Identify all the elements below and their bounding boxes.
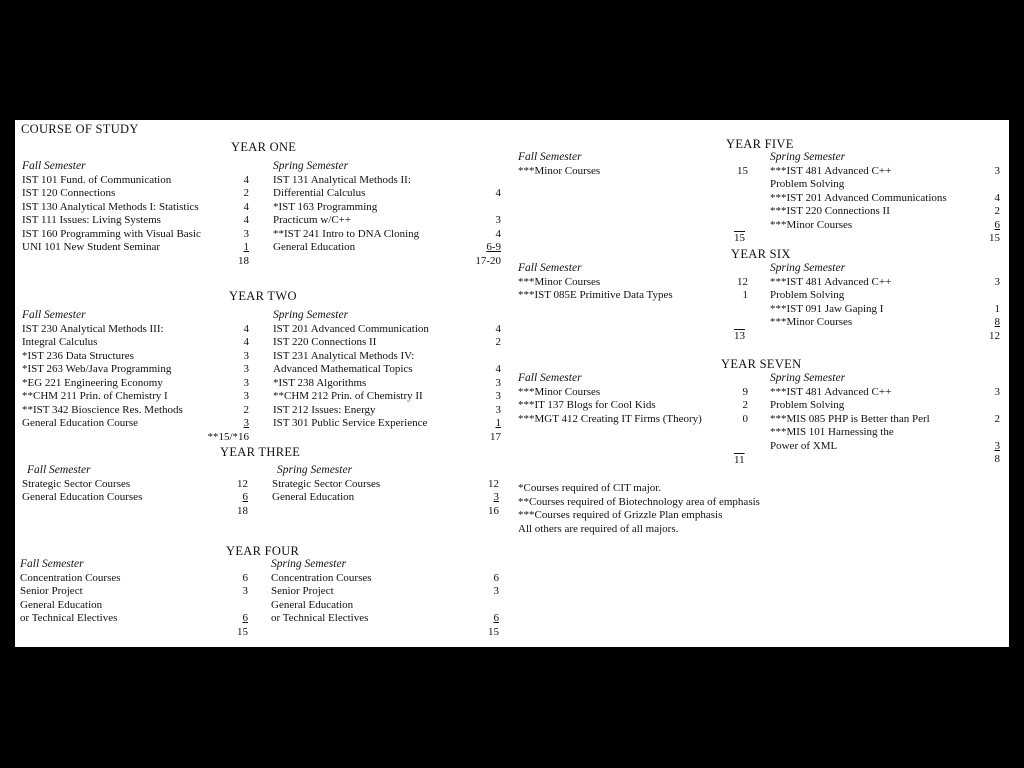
year-three-spring <box>272 464 499 518</box>
footnote: **Courses required of Biotechnology area of emphasis <box>518 495 760 508</box>
course-row: Differential Calculus ..... 4 <box>273 187 501 201</box>
course-row: IST 101 Fund. of Communication ..... 4 <box>22 174 249 188</box>
course-row: IST 231 Analytical Methods IV: <box>273 349 415 362</box>
course-row: ***MGT 412 Creating IT Firms (Theory) ..... 0 <box>518 413 748 427</box>
semester-total: 18 <box>238 254 249 267</box>
year-two-spring <box>273 309 501 444</box>
course-row: UNI 101 New Student Seminar ..... 1 <box>22 241 249 255</box>
semester-total: 18 <box>237 504 248 517</box>
course-row: ***Minor Courses ..... 12 <box>518 276 748 290</box>
course-row: Concentration Courses ..... 6 <box>20 572 248 586</box>
semester-title: Spring Semester <box>273 160 349 172</box>
semester-title: Spring Semester <box>770 151 846 163</box>
year-six-spring <box>770 262 1000 343</box>
semester-title: Spring Semester <box>271 558 347 570</box>
semester-total: 12 <box>989 329 1000 342</box>
semester-title: Spring Semester <box>277 464 353 476</box>
semester-title: Fall Semester <box>20 558 84 570</box>
course-row: *IST 238 Algorithms ..... 3 <box>273 377 501 391</box>
year-six-fall <box>518 262 748 303</box>
course-row: Concentration Courses ..... 6 <box>271 572 499 586</box>
year-four-heading: YEAR FOUR <box>226 544 300 558</box>
course-of-study-page <box>15 120 1009 647</box>
course-row: IST 212 Issues: Energy ..... 3 <box>273 404 501 418</box>
course-row: *IST 236 Data Structures ..... 3 <box>22 350 249 364</box>
year-one-fall <box>22 160 249 268</box>
course-row: Integral Calculus ..... 4 <box>22 336 249 350</box>
course-row: Senior Project ..... 3 <box>271 585 499 599</box>
course-row: Problem Solving <box>770 399 845 411</box>
course-row: General Education ..... 3 <box>272 491 499 505</box>
footnotes <box>518 482 760 536</box>
course-row: ***IT 137 Blogs for Cool Kids ..... 2 <box>518 399 748 413</box>
year-four-spring <box>271 558 499 639</box>
semester-total: 15 <box>237 625 248 638</box>
year-three-heading: YEAR THREE <box>220 445 301 459</box>
year-three-fall <box>22 464 248 518</box>
course-row: General Education Courses ..... 6 <box>22 491 248 505</box>
course-row: General Education ..... <box>20 599 248 613</box>
course-row: ***IST 220 Connections II ..... 2 <box>770 205 1000 219</box>
semester-title: Spring Semester <box>770 262 846 274</box>
semester-total: 16 <box>488 504 499 517</box>
semester-total: 17-20 <box>475 254 501 267</box>
year-one-heading: YEAR ONE <box>231 140 297 154</box>
semester-total: 15 <box>989 232 1000 244</box>
year-seven-heading: YEAR SEVEN <box>721 357 802 371</box>
course-row: *IST 163 Programming <box>273 200 378 213</box>
course-row: Problem Solving <box>770 178 845 190</box>
semester-total: 15 <box>488 625 499 638</box>
course-row: ***MIS 085 PHP is Better than Perl ..... 2 <box>770 413 1000 427</box>
course-row: General Education ..... 6-9 <box>273 241 501 255</box>
course-row: IST 301 Public Service Experience ..... 1 <box>273 417 501 431</box>
course-row: Advanced Mathematical Topics ..... 4 <box>273 363 501 377</box>
course-row: Strategic Sector Courses ..... 12 <box>272 478 499 492</box>
semester-total: 8 <box>994 453 1000 465</box>
course-row: IST 201 Advanced Communication ..... 4 <box>273 323 501 337</box>
course-row: Senior Project ..... 3 <box>20 585 248 599</box>
course-row: ***IST 085E Primitive Data Types ..... 1 <box>518 289 748 303</box>
semester-title: Fall Semester <box>518 151 582 163</box>
course-row: IST 131 Analytical Methods II: <box>273 173 411 186</box>
course-row: ***Minor Courses ..... 9 <box>518 386 748 400</box>
semester-title: Fall Semester <box>22 160 86 172</box>
course-row: IST 120 Connections ..... 2 <box>22 187 249 201</box>
course-row: IST 130 Analytical Methods I: Statistics ..... 4 <box>22 201 249 215</box>
course-row: ***MIS 101 Harnessing the <box>770 426 894 438</box>
course-row: Practicum w/C++ ..... 3 <box>273 214 501 228</box>
course-row: ***IST 481 Advanced C++ ..... 3 <box>770 165 1000 179</box>
course-row: **IST 342 Bioscience Res. Methods ..... 2 <box>22 404 249 418</box>
course-row: IST 220 Connections II ..... 2 <box>273 336 501 350</box>
course-row: **CHM 211 Prin. of Chemistry I ..... 3 <box>22 390 249 404</box>
document-title: COURSE OF STUDY <box>21 122 139 136</box>
course-row: IST 111 Issues: Living Systems ..... 4 <box>22 214 249 228</box>
course-row: General Education ..... <box>271 599 499 613</box>
course-row: *IST 263 Web/Java Programming ..... 3 <box>22 363 249 377</box>
semester-total: 17 <box>490 430 501 443</box>
year-two-heading: YEAR TWO <box>229 289 297 303</box>
semester-title: Fall Semester <box>518 262 582 274</box>
year-five-fall <box>518 151 748 178</box>
course-row: ***IST 201 Advanced Communications ..... 4 <box>770 192 1000 206</box>
course-row: **IST 241 Intro to DNA Cloning ..... 4 <box>273 228 501 242</box>
course-row: *EG 221 Engineering Economy ..... 3 <box>22 377 249 391</box>
semester-title: Fall Semester <box>27 464 91 476</box>
course-row: IST 230 Analytical Methods III: ..... 4 <box>22 323 249 337</box>
course-row: **CHM 212 Prin. of Chemistry II ..... 3 <box>273 390 501 404</box>
course-row: ***Minor Courses ..... 8 <box>770 316 1000 330</box>
footnote: ***Courses required of Grizzle Plan emphasis <box>518 509 723 521</box>
course-row: Problem Solving <box>770 289 845 301</box>
course-row: ***IST 481 Advanced C++ ..... 3 <box>770 386 1000 400</box>
year-six-heading: YEAR SIX <box>731 247 791 261</box>
year-two-fall <box>22 309 249 444</box>
year-seven-spring <box>770 372 1000 467</box>
semester-title: Fall Semester <box>518 372 582 384</box>
footnote: All others are required of all majors. <box>518 522 679 535</box>
year-seven-fall <box>518 372 748 426</box>
course-row: ***IST 481 Advanced C++ ..... 3 <box>770 276 1000 290</box>
year-five-heading: YEAR FIVE <box>726 137 794 151</box>
course-row: ***Minor Courses ..... 15 <box>518 165 748 179</box>
course-row: Power of XML ..... 3 <box>770 440 1000 454</box>
semester-total: 13 <box>734 330 745 342</box>
course-row: IST 160 Programming with Visual Basic ..... 3 <box>22 228 249 242</box>
footnote: *Courses required of CIT major. <box>518 482 662 494</box>
course-row: or Technical Electives ..... 6 <box>20 612 248 626</box>
course-row: or Technical Electives ..... 6 <box>271 612 499 626</box>
semester-title: Spring Semester <box>273 309 349 321</box>
semester-total: 15 <box>734 232 745 244</box>
year-one-spring <box>273 160 501 268</box>
semester-total: 11 <box>734 454 745 466</box>
semester-total: **15/*16 <box>207 430 249 443</box>
course-row: General Education Course ..... 3 <box>22 417 249 431</box>
year-five-spring <box>770 151 1000 246</box>
course-row: Strategic Sector Courses ..... 12 <box>22 478 248 492</box>
course-row: ***IST 091 Jaw Gaping I ..... 1 <box>770 303 1000 317</box>
year-four-fall <box>20 558 248 639</box>
course-row: ***Minor Courses ..... 6 <box>770 219 1000 233</box>
semester-title: Spring Semester <box>770 372 846 384</box>
semester-title: Fall Semester <box>22 309 86 321</box>
